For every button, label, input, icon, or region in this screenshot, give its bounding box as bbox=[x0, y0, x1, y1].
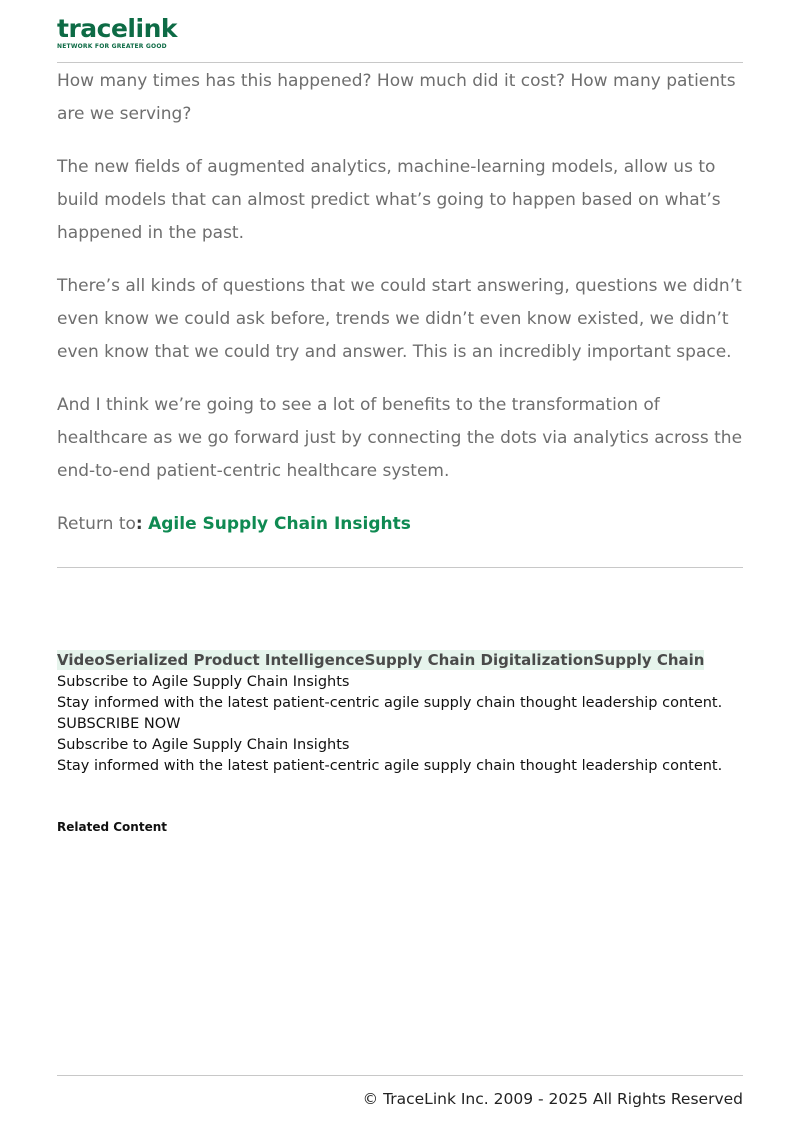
tag-link[interactable]: Serialized Product Intelligence bbox=[104, 651, 365, 669]
subscribe-button[interactable]: SUBSCRIBE NOW bbox=[57, 716, 181, 732]
article-body bbox=[57, 65, 743, 541]
return-link[interactable]: Agile Supply Chain Insights bbox=[148, 514, 411, 534]
return-to-line bbox=[57, 508, 743, 541]
article-paragraph: The new fields of augmented analytics, machine-learning models, allow us to build models that can almost predict what’s going to happen based on what’s happened in the past. bbox=[57, 157, 721, 243]
tag-link[interactable]: Supply Chain bbox=[593, 651, 705, 669]
return-prefix: Return to bbox=[57, 514, 136, 534]
article-paragraph: There’s all kinds of questions that we could start answering, questions we didn’t even know we could ask before, trends we didn’t even know existed, we didn’t even know that we could try and answer. This is an incredibly important space. bbox=[57, 276, 742, 362]
tracelink-logo[interactable] bbox=[57, 14, 177, 52]
tag-link[interactable]: Video bbox=[57, 651, 105, 669]
footer-divider bbox=[57, 1075, 743, 1076]
footer-copyright: © TraceLink Inc. 2009 - 2025 All Rights Reserved bbox=[362, 1090, 743, 1108]
header-divider bbox=[57, 62, 743, 63]
article-paragraph: And I think we’re going to see a lot of benefits to the transformation of healthcare as we go forward just by connecting the dots via analytics across the end-to-end patient-centric healthcare system. bbox=[57, 395, 743, 481]
subscribe-section bbox=[57, 672, 757, 777]
subscribe-title: Subscribe to Agile Supply Chain Insights bbox=[57, 674, 350, 690]
tag-list bbox=[57, 650, 704, 670]
related-content-heading: Related Content bbox=[57, 820, 167, 834]
subscribe-description: Stay informed with the latest patient-centric agile supply chain thought leadership content. bbox=[57, 695, 723, 711]
logo-wordmark: tracelink bbox=[57, 14, 177, 43]
subscribe-title: Subscribe to Agile Supply Chain Insights bbox=[57, 737, 350, 753]
tag-link[interactable]: Supply Chain Digitalization bbox=[364, 651, 594, 669]
subscribe-description: Stay informed with the latest patient-centric agile supply chain thought leadership content. bbox=[57, 758, 723, 774]
article-paragraph: How many times has this happened? How much did it cost? How many patients are we serving? bbox=[57, 71, 736, 124]
return-colon: : bbox=[135, 514, 143, 534]
logo-tagline: NETWORK FOR GREATER GOOD bbox=[57, 43, 167, 50]
content-divider bbox=[57, 567, 743, 568]
